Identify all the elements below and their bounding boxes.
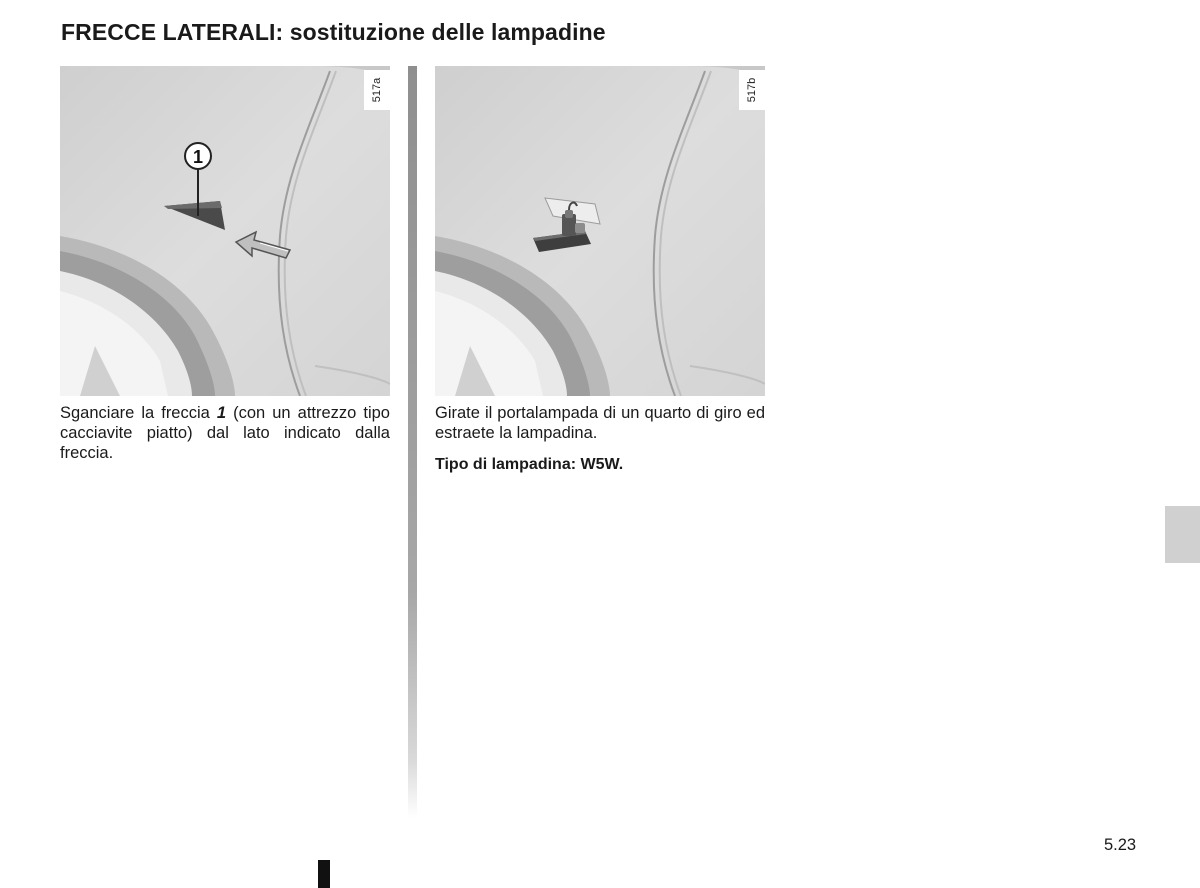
figure-517a <box>60 66 390 396</box>
instruction-step-2: Girate il portalampada di un quarto di giro ed estraete la lampadina. <box>435 404 765 442</box>
callout-number: 1 <box>192 147 204 167</box>
figure-code-label: 517a <box>364 70 390 110</box>
illustration-bulb-holder <box>435 66 765 396</box>
chapter-tab <box>1165 506 1200 563</box>
page-title: FRECCE LATERALI: sostituzione delle lampadine <box>61 19 606 45</box>
illustration-remove-indicator <box>60 66 390 396</box>
bulb-type-note: Tipo di lampadina: W5W. <box>435 456 624 473</box>
column-divider <box>408 66 417 818</box>
instruction-step-1: Sganciare la freccia 1 (con un attrezzo tipo cacciavite piatto) dal lato indicato dalla freccia. <box>60 404 390 462</box>
print-mark <box>318 860 330 888</box>
page-number: 5.23 <box>1104 836 1137 854</box>
figure-code-label: 517b <box>739 70 765 110</box>
figure-517b <box>435 66 765 396</box>
callout-reference: 1 <box>216 404 227 422</box>
